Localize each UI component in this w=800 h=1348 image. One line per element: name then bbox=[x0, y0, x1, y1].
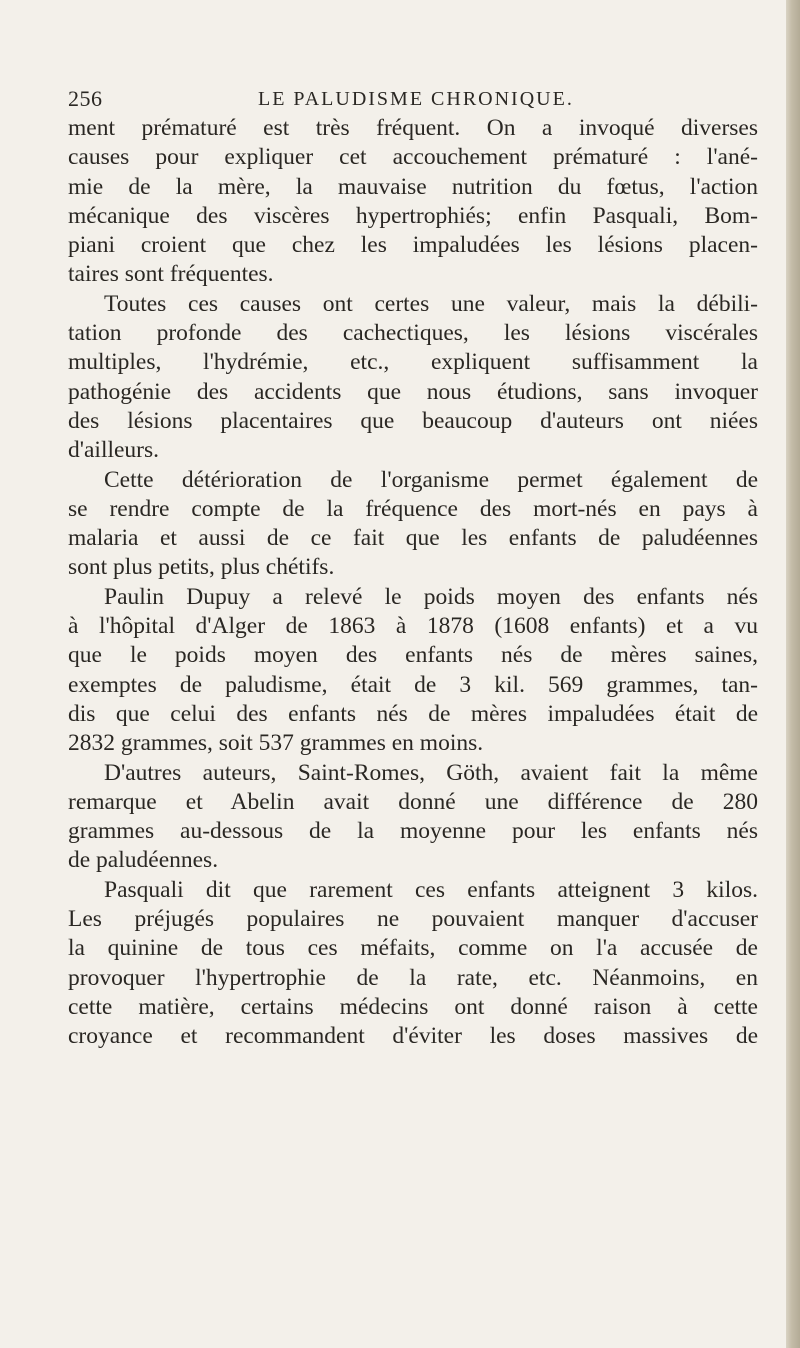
text-line: tation profonde des cachectiques, les lésions viscérales bbox=[68, 320, 758, 347]
text-line: se rendre compte de la fréquence des mort-nés en pays à bbox=[68, 495, 758, 522]
text-line: à l'hôpital d'Alger de 1863 à 1878 (1608 enfants) et a vu bbox=[68, 613, 758, 640]
text-line: multiples, l'hydrémie, etc., expliquent suffisamment la bbox=[68, 349, 758, 376]
text-line: que le poids moyen des enfants nés de mères saines, bbox=[68, 642, 758, 669]
text-line: dis que celui des enfants nés de mères impaludées était de bbox=[68, 700, 758, 727]
page-header bbox=[68, 86, 758, 116]
page-edge bbox=[786, 0, 800, 1348]
text-line: taires sont fréquentes. bbox=[68, 261, 274, 288]
text-line: piani croient que chez les impaludées les lésions placen- bbox=[68, 232, 758, 259]
text-line: pathogénie des accidents que nous étudions, sans invoquer bbox=[68, 378, 758, 405]
page-number: 256 bbox=[68, 86, 103, 111]
body-text bbox=[68, 114, 758, 1052]
text-line: la quinine de tous ces méfaits, comme on l'a accusée de bbox=[68, 935, 758, 962]
text-line: d'ailleurs. bbox=[68, 437, 160, 464]
text-line: exemptes de paludisme, était de 3 kil. 569 grammes, tan- bbox=[68, 671, 758, 698]
text-line: Cette détérioration de l'organisme permet également de bbox=[104, 466, 758, 493]
text-line: sont plus petits, plus chétifs. bbox=[68, 554, 335, 581]
text-line: Les préjugés populaires ne pouvaient manquer d'accuser bbox=[68, 906, 758, 933]
text-line: 2832 grammes, soit 537 grammes en moins. bbox=[68, 730, 484, 757]
text-line: de paludéennes. bbox=[68, 847, 219, 874]
text-line: croyance et recommandent d'éviter les doses massives de bbox=[68, 1023, 758, 1050]
text-line: mécanique des viscères hypertrophiés; enfin Pasquali, Bom- bbox=[68, 202, 758, 229]
text-line: cette matière, certains médecins ont donné raison à cette bbox=[68, 993, 758, 1020]
text-line: grammes au-dessous de la moyenne pour les enfants nés bbox=[68, 818, 758, 845]
text-line: mie de la mère, la mauvaise nutrition du fœtus, l'action bbox=[68, 173, 758, 200]
text-line: malaria et aussi de ce fait que les enfants de paludéennes bbox=[68, 525, 758, 552]
text-line: ment prématuré est très fréquent. On a invoqué diverses bbox=[68, 115, 758, 141]
text-line: Pasquali dit que rarement ces enfants atteignent 3 kilos. bbox=[104, 876, 758, 903]
text-line: des lésions placentaires que beaucoup d'auteurs ont niées bbox=[68, 407, 758, 434]
running-head: LE PALUDISME CHRONIQUE. bbox=[258, 88, 574, 110]
text-line: Toutes ces causes ont certes une valeur, mais la débili- bbox=[104, 290, 758, 317]
text-line: remarque et Abelin avait donné une différence de 280 bbox=[68, 788, 758, 815]
text-line: D'autres auteurs, Saint-Romes, Göth, avaient fait la même bbox=[104, 759, 758, 786]
text-line: causes pour expliquer cet accouchement prématuré : l'ané- bbox=[68, 144, 758, 171]
text-line: provoquer l'hypertrophie de la rate, etc. Néanmoins, en bbox=[68, 964, 758, 991]
text-line: Paulin Dupuy a relevé le poids moyen des enfants nés bbox=[104, 583, 758, 610]
